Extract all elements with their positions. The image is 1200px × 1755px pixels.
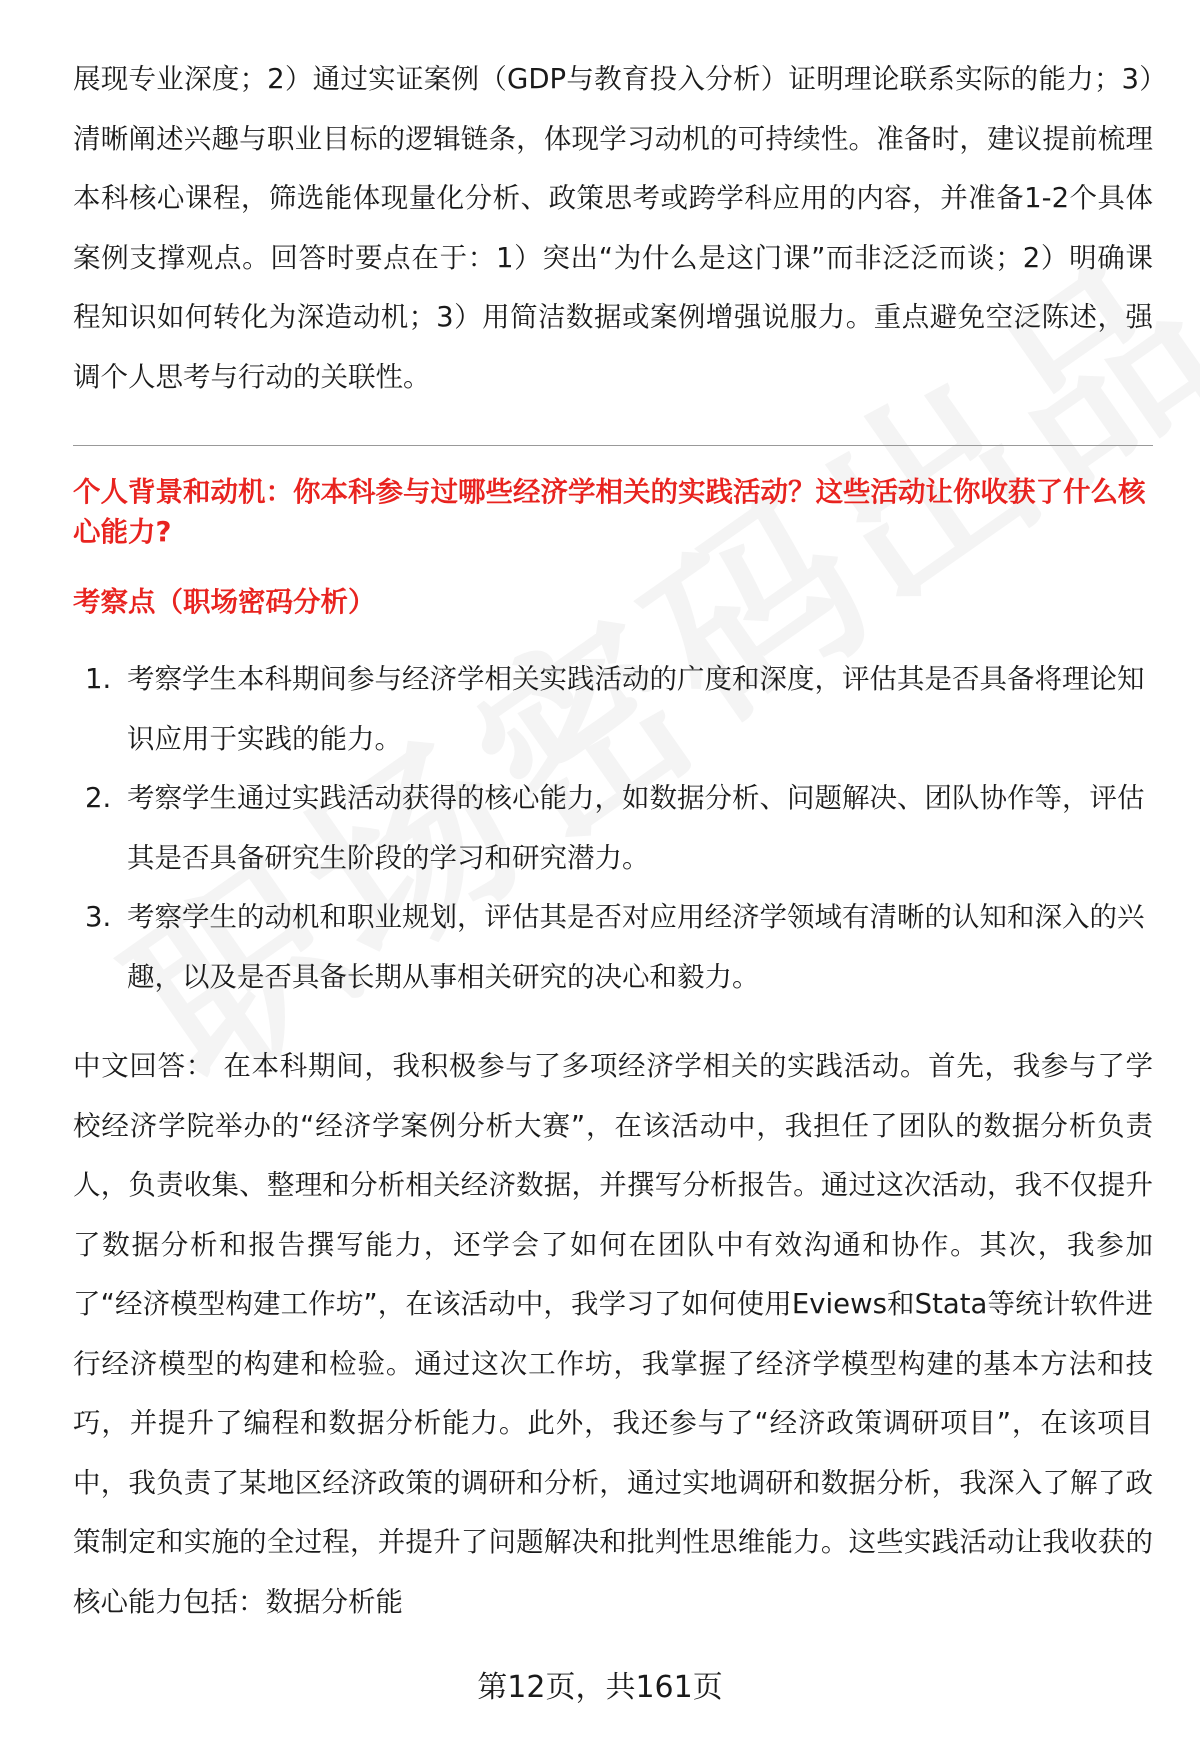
list-item-text: 考察学生本科期间参与经济学相关实践活动的广度和深度，评估其是否具备将理论知识应用于实践的能力。 [127,663,1145,755]
list-item [73,769,1153,888]
list-item [73,650,1153,769]
document-page [73,50,1153,1632]
section-divider [73,445,1153,446]
list-item-text: 考察学生通过实践活动获得的核心能力，如数据分析、问题解决、团队协作等，评估其是否具备研究生阶段的学习和研究潜力。 [127,782,1145,874]
list-item-number: 1. [85,663,112,695]
answer-paragraph: 中文回答： 在本科期间，我积极参与了多项经济学相关的实践活动。首先，我参与了学校经济学院举办的“经济学案例分析大赛”，在该活动中，我担任了团队的数据分析负责人，负责收集、整理和分析相关经济数据，并撰写分析报告。通过这次活动，我不仅提升了数据分析和报告撰写能力，还学会了如何在团队中有效沟通和协作。其次，我参加了“经济模型构建工作坊”，在该活动中，我学习了如何使用Eviews和Stata等统计软件进行经济模型的构建和检验。通过这次工作坊，我掌握了经济学模型构建的基本方法和技巧，并提升了编程和数据分析能力。此外，我还参与了“经济政策调研项目”，在该项目中，我负责了某地区经济政策的调研和分析，通过实地调研和数据分析，我深入了解了政策制定和实施的全过程，并提升了问题解决和批判性思维能力。这些实践活动让我收获的核心能力包括：数据分析能 [73,1050,1153,1618]
page-footer: 第12页，共161页 [477,1670,723,1705]
list-item [73,888,1153,1007]
points-list [73,650,1153,1007]
list-item-number: 3. [85,901,112,933]
list-item-text: 考察学生的动机和职业规划，评估其是否对应用经济学领域有清晰的认知和深入的兴趣，以及是否具备长期从事相关研究的决心和毅力。 [127,901,1145,993]
question-heading: 个人背景和动机：你本科参与过哪些经济学相关的实践活动？这些活动让你收获了什么核心能力? [73,476,1146,548]
list-item-number: 2. [85,782,112,814]
intro-paragraph: 展现专业深度；2）通过实证案例（GDP与教育投入分析）证明理论联系实际的能力；3）清晰阐述兴趣与职业目标的逻辑链条，体现学习动机的可持续性。准备时，建议提前梳理本科核心课程，筛选能体现量化分析、政策思考或跨学科应用的内容，并准备1-2个具体案例支撑观点。回答时要点在于：1）突出“为什么是这门课”而非泛泛而谈；2）明确课程知识如何转化为深造动机；3）用简洁数据或案例增强说服力。重点避免空泛陈述，强调个人思考与行动的关联性。 [73,63,1153,393]
points-heading: 考察点（职场密码分析） [73,586,376,618]
